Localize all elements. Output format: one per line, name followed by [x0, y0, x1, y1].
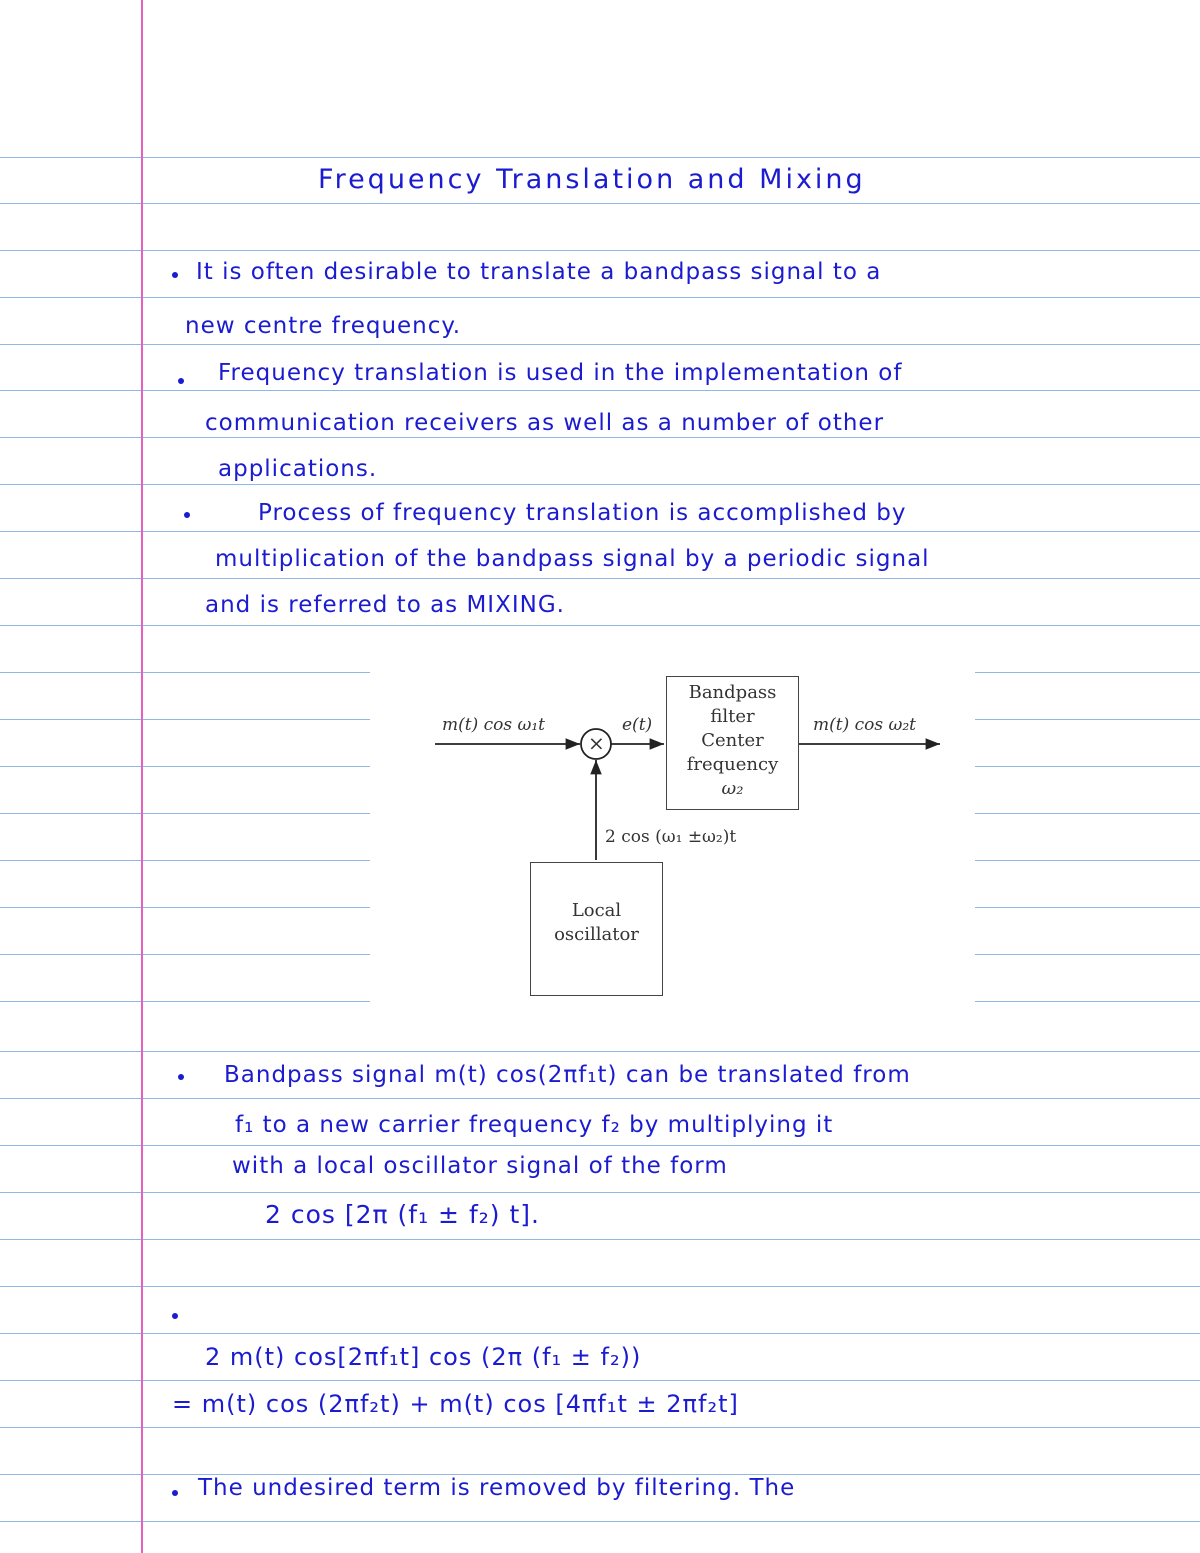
- filter-line: filter: [710, 706, 755, 727]
- equation-line: = m(t) cos (2πf₂t) + m(t) cos [4πf₁t ± 2πf₂t]: [172, 1390, 739, 1418]
- note-line: 2 cos [2π (f₁ ± f₂) t].: [265, 1200, 540, 1229]
- note-line: with a local oscillator signal of the form: [232, 1153, 728, 1179]
- note-line: The undesired term is removed by filtering. The: [198, 1475, 796, 1501]
- equation-line: 2 m(t) cos[2πf₁t] cos (2π (f₁ ± f₂)): [205, 1343, 642, 1371]
- bullet: [184, 512, 190, 518]
- mixer-output-label: e(t): [622, 715, 653, 735]
- bullet: [178, 378, 184, 384]
- filter-line: Bandpass: [688, 682, 777, 703]
- input-signal-label: m(t) cos ω₁t: [442, 715, 546, 735]
- note-line: Process of frequency translation is accomplished by: [258, 500, 907, 526]
- note-line: It is often desirable to translate a bandpass signal to a: [196, 259, 882, 285]
- note-line: new centre frequency.: [185, 313, 462, 339]
- bullet: [172, 272, 178, 278]
- page-title: Frequency Translation and Mixing: [318, 164, 866, 195]
- output-signal-label: m(t) cos ω₂t: [813, 715, 917, 735]
- note-line: and is referred to as MIXING.: [205, 592, 565, 618]
- margin-line: [141, 0, 143, 1553]
- oscillator-line: oscillator: [554, 924, 639, 945]
- note-line: Bandpass signal m(t) cos(2πf₁t) can be translated from: [224, 1062, 911, 1088]
- mixer-symbol: ×: [588, 731, 605, 755]
- note-line: applications.: [218, 456, 378, 482]
- mixer-diagram: [420, 668, 960, 1008]
- note-line: f₁ to a new carrier frequency f₂ by multiplying it: [235, 1112, 834, 1138]
- oscillator-line: Local: [571, 900, 622, 921]
- filter-line: ω₂: [721, 778, 744, 799]
- note-line: multiplication of the bandpass signal by a periodic signal: [215, 546, 930, 572]
- bandpass-filter-box: [666, 676, 799, 810]
- filter-line: Center: [701, 730, 764, 751]
- filter-line: frequency: [686, 754, 779, 775]
- local-oscillator-box: [530, 862, 663, 996]
- note-line: Frequency translation is used in the implementation of: [218, 360, 903, 386]
- bullet: [172, 1313, 178, 1319]
- bullet: [172, 1490, 178, 1496]
- bullet: [178, 1074, 184, 1080]
- note-line: communication receivers as well as a number of other: [205, 410, 885, 436]
- oscillator-signal-label: 2 cos (ω₁ ±ω₂)t: [605, 827, 737, 847]
